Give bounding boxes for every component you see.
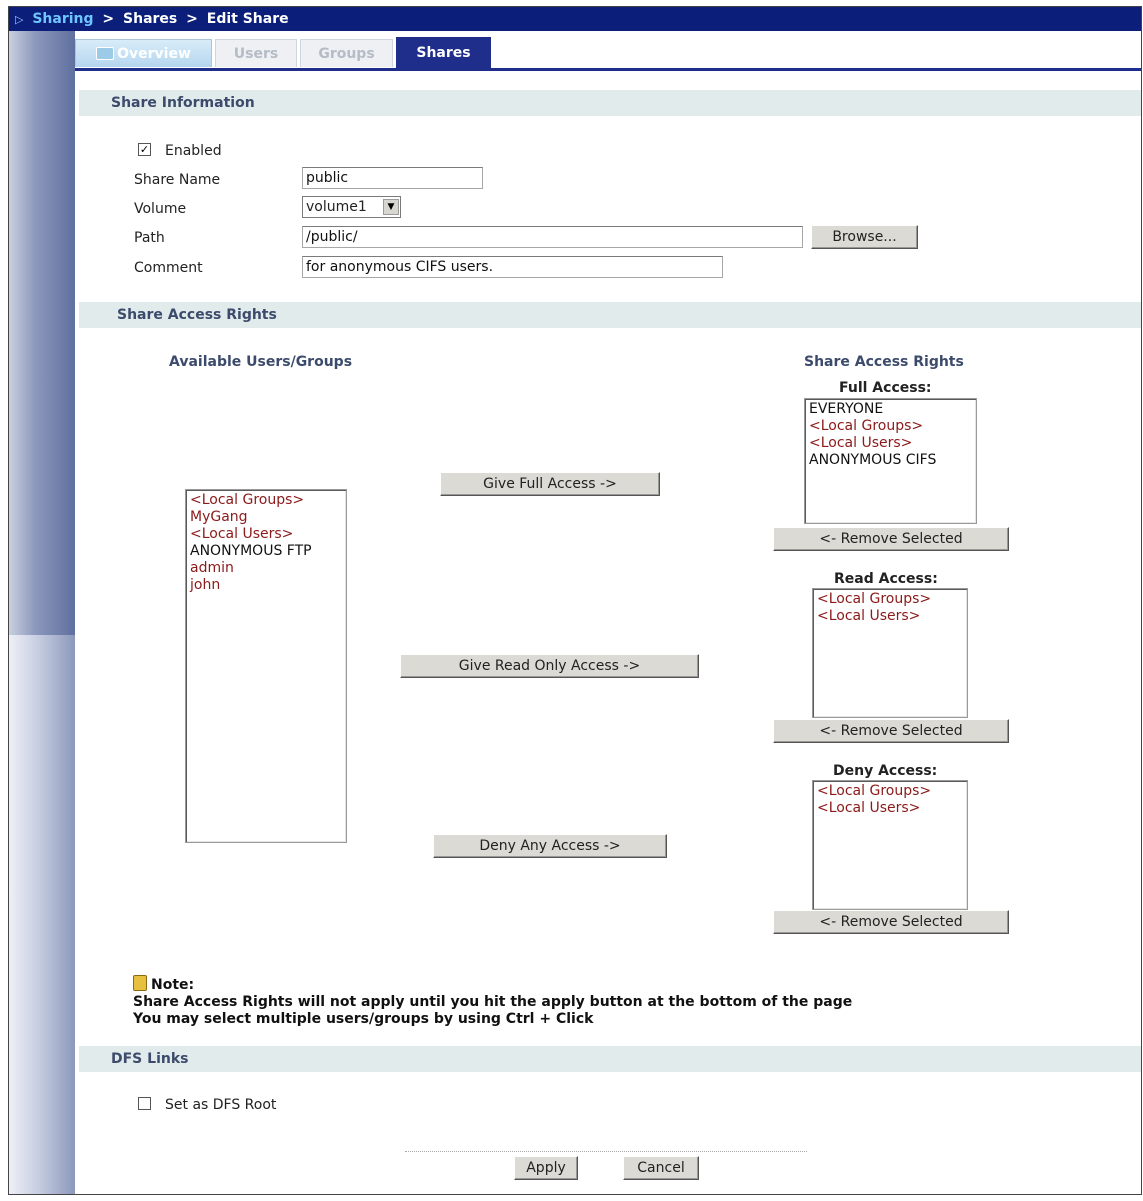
section-dfs-links: DFS Links <box>79 1046 1141 1072</box>
note-icon <box>133 975 147 991</box>
full-access-label: Full Access: <box>839 380 932 396</box>
note-block <box>133 975 852 1028</box>
list-item[interactable]: MyGang <box>190 509 248 525</box>
enabled-checkbox[interactable]: ✓ <box>139 143 150 156</box>
path-input[interactable]: /public/ <box>302 226 803 248</box>
list-item[interactable]: <Local Groups> <box>809 418 924 434</box>
list-item[interactable]: ANONYMOUS FTP <box>190 543 312 559</box>
tab-groups[interactable]: Groups <box>300 39 393 67</box>
dfs-root-label: Set as DFS Root <box>165 1097 277 1113</box>
note-line: Share Access Rights will not apply until you hit the apply button at the bottom of the page <box>133 994 853 1010</box>
breadcrumb <box>9 7 1141 31</box>
deny-access-label: Deny Access: <box>833 763 938 779</box>
available-users-list[interactable] <box>185 489 347 843</box>
remove-selected-full-button[interactable]: <- Remove Selected <box>773 527 1009 551</box>
read-access-label: Read Access: <box>834 571 938 587</box>
comment-input[interactable]: for anonymous CIFS users. <box>302 256 723 278</box>
overview-icon <box>96 47 114 60</box>
volume-select[interactable] <box>302 196 401 218</box>
list-item[interactable]: ANONYMOUS CIFS <box>809 452 937 468</box>
share-access-rights-heading: Share Access Rights <box>804 354 964 370</box>
list-item[interactable]: admin <box>190 560 234 576</box>
comment-label: Comment <box>134 260 203 276</box>
note-title: Note: <box>151 977 195 993</box>
list-item[interactable]: <Local Users> <box>809 435 913 451</box>
share-name-input[interactable]: public <box>302 167 483 189</box>
list-item[interactable]: <Local Groups> <box>817 783 932 799</box>
cancel-button[interactable]: Cancel <box>623 1156 699 1180</box>
remove-selected-deny-button[interactable]: <- Remove Selected <box>773 910 1009 934</box>
read-access-list[interactable] <box>812 588 968 718</box>
sidebar-lower <box>9 635 75 1194</box>
list-item[interactable]: <Local Users> <box>817 608 921 624</box>
tab-overview[interactable] <box>75 39 212 67</box>
tab-shares[interactable]: Shares <box>396 37 491 69</box>
share-name-label: Share Name <box>134 172 221 188</box>
give-read-only-access-button[interactable]: Give Read Only Access -> <box>400 654 699 678</box>
list-item[interactable]: <Local Users> <box>817 800 921 816</box>
breadcrumb-separator: > <box>186 11 198 27</box>
full-access-list[interactable] <box>804 398 977 524</box>
apply-button[interactable]: Apply <box>514 1156 578 1180</box>
chevron-right-icon: ▷ <box>15 13 24 26</box>
tab-users[interactable]: Users <box>215 39 297 67</box>
note-line: You may select multiple users/groups by using Ctrl + Click <box>133 1011 594 1027</box>
give-full-access-button[interactable]: Give Full Access -> <box>440 472 660 496</box>
left-sidebar <box>9 31 75 1194</box>
list-item[interactable]: <Local Users> <box>190 526 294 542</box>
section-share-information: Share Information <box>79 90 1141 116</box>
tab-label: Overview <box>117 46 191 62</box>
chevron-down-icon[interactable]: ▼ <box>383 199 399 215</box>
tab-bar <box>75 37 1075 69</box>
footer-divider <box>405 1151 807 1152</box>
remove-selected-read-button[interactable]: <- Remove Selected <box>773 719 1009 743</box>
volume-value: volume1 <box>306 199 367 215</box>
breadcrumb-edit-share: Edit Share <box>206 11 289 27</box>
deny-any-access-button[interactable]: Deny Any Access -> <box>433 834 667 858</box>
breadcrumb-shares[interactable]: Shares <box>123 11 178 27</box>
list-item[interactable]: EVERYONE <box>809 401 884 417</box>
deny-access-list[interactable] <box>812 780 968 910</box>
enabled-label: Enabled <box>165 143 222 159</box>
volume-label: Volume <box>134 201 187 217</box>
available-users-heading: Available Users/Groups <box>169 354 353 370</box>
breadcrumb-separator: > <box>102 11 115 27</box>
breadcrumb-sharing[interactable]: Sharing <box>32 11 94 27</box>
list-item[interactable]: <Local Groups> <box>817 591 932 607</box>
list-item[interactable]: <Local Groups> <box>190 492 305 508</box>
path-label: Path <box>134 230 165 246</box>
list-item[interactable]: john <box>190 577 221 593</box>
sidebar-upper <box>9 31 75 635</box>
app-window <box>8 6 1142 1195</box>
dfs-root-checkbox[interactable] <box>138 1097 151 1110</box>
tab-underline <box>75 68 1141 71</box>
section-share-access-rights: Share Access Rights <box>79 302 1141 328</box>
browse-button[interactable]: Browse... <box>811 225 918 249</box>
